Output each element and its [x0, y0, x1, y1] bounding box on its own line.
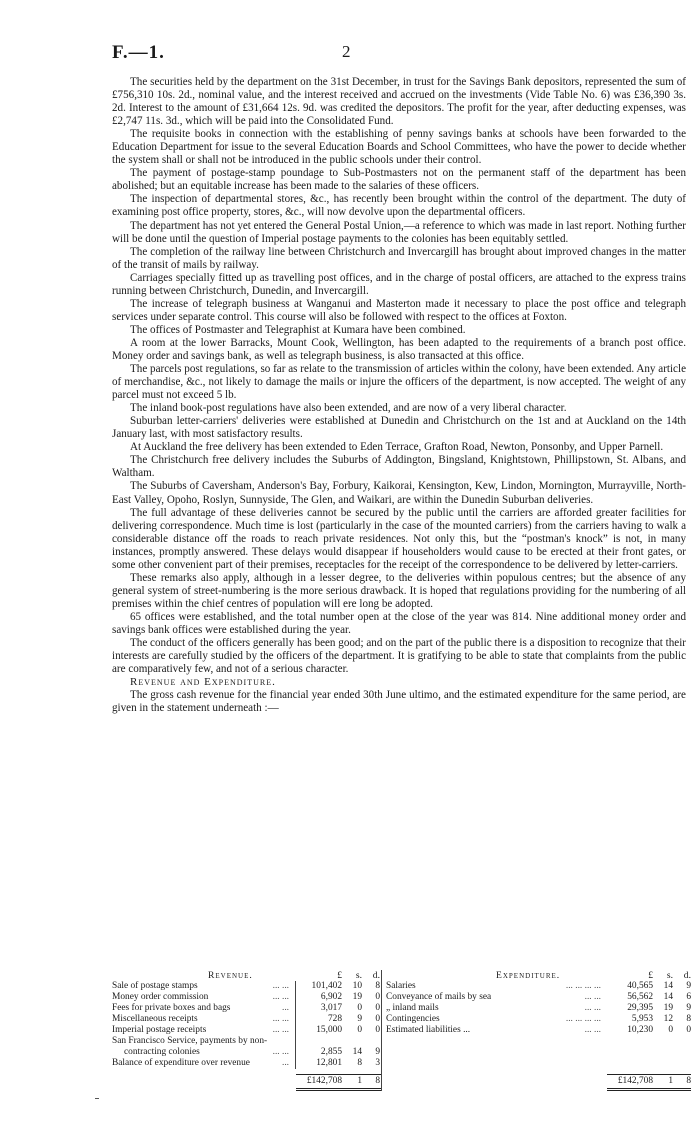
leader-dots: ... ... — [272, 1047, 289, 1057]
expenditure-row-amount — [607, 992, 691, 1003]
revenue-table — [112, 970, 382, 1091]
revenue-row — [112, 1003, 382, 1014]
shillings: 8 — [357, 1058, 362, 1068]
leader-dots: ... ... — [584, 1003, 601, 1013]
pence: 0 — [375, 992, 380, 1002]
paragraph: At Auckland the free delivery has been extended to Eden Terrace, Grafton Road, Newton, Ponsonby, and Upper Parnell. — [130, 441, 664, 454]
shillings: 19 — [663, 1003, 673, 1013]
pounds: 5,953 — [631, 1014, 653, 1024]
shillings: 0 — [357, 1003, 362, 1013]
unit-shillings: s. — [355, 970, 362, 981]
pence: 8 — [375, 981, 380, 991]
paragraph: The inland book-post regulations have also been extended, and are now of a very liberal character. — [130, 402, 567, 415]
paragraph: A room at the lower Barracks, Mount Cook, Wellington, has been adapted to the requirements of a branch post office. Money order and savings bank, as well as telegraph business, is also transacted at this office. — [112, 336, 686, 362]
pence: 8 — [686, 1014, 691, 1024]
expenditure-row — [386, 1014, 691, 1025]
pounds: 56,562 — [627, 992, 653, 1002]
pence: 0 — [375, 1025, 380, 1035]
pounds: 15,000 — [316, 1025, 342, 1035]
leader-dots: ... ... — [584, 1025, 601, 1035]
revenue-rows — [112, 981, 382, 1069]
leader-dots: ... ... — [272, 981, 289, 991]
expenditure-row-label: Contingencies — [386, 1014, 440, 1024]
revenue-row — [112, 1058, 382, 1069]
expenditure-row — [386, 1003, 691, 1014]
pounds: 2,855 — [320, 1047, 342, 1057]
paragraph: The offices of Postmaster and Telegraphist at Kumara have been combined. — [130, 323, 466, 336]
section-intro: The gross cash revenue for the financial year ended 30th June ultimo, and the estimated expenditure for the same period, are given in the statement underneath :— — [112, 689, 686, 715]
paragraph: The conduct of the officers generally has been good; and on the part of the public there is a disposition to recognize that their interests are carefully studied by the officers of the department. It is gratifying to be able to state that complaints from the public are comparatively few, and not of a serious character. — [112, 637, 686, 676]
expenditure-total — [386, 1074, 691, 1091]
pounds: 29,395 — [627, 1003, 653, 1013]
expenditure-rows — [386, 981, 691, 1036]
pounds: 12,801 — [316, 1058, 342, 1068]
section-heading: Revenue and Expenditure. — [130, 676, 276, 689]
paragraph: Carriages specially fitted up as travelling post offices, and in the charge of postal officers, are attached to the express trains running between Christchurch, Dunedin, and Invercargill. — [112, 271, 686, 297]
revenue-row-amount — [295, 1036, 382, 1047]
paragraph: The completion of the railway line between Christchurch and Invercargill has brought about improved changes in the matter of the transit of mails by railway. — [112, 245, 686, 271]
leader-dots: ... — [281, 1058, 289, 1068]
unit-pounds: £ — [337, 970, 342, 981]
expenditure-row — [386, 992, 691, 1003]
revenue-row — [112, 992, 382, 1003]
expenditure-row-label: Conveyance of mails by sea — [386, 992, 492, 1002]
pounds: 728 — [327, 1014, 342, 1024]
total-pounds: £142,708 — [306, 1076, 342, 1086]
paragraph: These remarks also apply, although in a lesser degree, to the deliveries within populous centres; but the absence of any general system of street-numbering is the more serious drawback. It is hoped that regulations providing for the numbering of all premises within the chief centres of population will ere long be adopted. — [112, 571, 686, 610]
expenditure-row — [386, 1025, 691, 1036]
revenue-title: Revenue. — [208, 970, 253, 981]
pence: 0 — [686, 1025, 691, 1035]
unit-pence: d. — [372, 970, 380, 981]
revenue-total-amount — [296, 1074, 382, 1091]
revenue-row-label: Money order commission — [112, 992, 209, 1002]
expenditure-header — [386, 970, 691, 981]
pounds: 10,230 — [627, 1025, 653, 1035]
leader-dots: ... ... — [272, 992, 289, 1002]
leader-dots: ... ... ... ... — [565, 1014, 601, 1024]
revenue-row-label: Miscellaneous receipts — [112, 1014, 198, 1024]
expenditure-row-amount — [607, 1014, 691, 1025]
revenue-row — [112, 1014, 382, 1025]
revenue-row-amount — [295, 1025, 382, 1036]
paragraph: The requisite books in connection with the establishing of penny savings banks at schools have been forwarded to the Education Department for issue to the several Education Boards and School Committees, who have the power to decide whether the system shall or shall not be introduced in the public schools under their control. — [112, 128, 686, 167]
shillings: 14 — [352, 1047, 362, 1057]
paragraph: The department has not yet entered the General Postal Union,—a reference to which was made in last report. Nothing further will be done until the question of Imperial postage payments to the colonies has been equitably settled. — [112, 219, 686, 245]
page-number: 2 — [342, 42, 351, 61]
paragraph: The full advantage of these deliveries cannot be secured by the public until the carriers are afforded greater facilities for delivering correspondence. Much time is lost (particularly in the case of the mounted carriers) from the carriers having to walk a considerable distance off the roads to reach private residences. Not only this, but the “postman's knock” is not, in many instances, promptly answered. These delays would disappear if householders would cause to be erected at their front gates, or some other convenient part of their premises, receptacles for the receipt of the correspondence to be delivered by letter-carriers. — [112, 506, 686, 571]
body-text — [112, 76, 686, 715]
shillings: 19 — [352, 992, 362, 1002]
paragraph: The increase of telegraph business at Wanganui and Masterton made it necessary to place the post office and telegraph services under separate control. This course will also be followed with respect to the offices at Foxton. — [112, 297, 686, 323]
expenditure-title: Expenditure. — [496, 970, 561, 981]
revenue-row-amount — [295, 1003, 382, 1014]
leader-dots: ... ... ... ... — [565, 981, 601, 991]
revenue-row-amount — [295, 1058, 382, 1069]
shillings — [342, 1036, 362, 1047]
revenue-row — [112, 1047, 382, 1058]
paragraph: The payment of postage-stamp poundage to Sub-Postmasters not on the permanent staff of the department has been abolished; but an equitable increase has been made to the salaries of these officers. — [112, 167, 686, 193]
pence: 3 — [375, 1058, 380, 1068]
paragraph: The inspection of departmental stores, &c., has recently been brought within the control of the department. The duty of examining post office property, stores, &c., will now devolve upon the departmental officers. — [112, 193, 686, 219]
revenue-row-label: San Francisco Service, payments by non- — [112, 1036, 268, 1046]
revenue-row-label: Fees for private boxes and bags — [112, 1003, 231, 1013]
expenditure-row-label: „ inland mails — [386, 1003, 439, 1013]
shillings: 12 — [663, 1014, 673, 1024]
shillings: 0 — [357, 1025, 362, 1035]
paragraph: 65 offices were established, and the total number open at the close of the year was 814. Nine additional money order and savings bank offices were established during the year. — [112, 610, 686, 636]
leader-dots: ... — [281, 1003, 289, 1013]
revenue-row-label: Balance of expenditure over revenue — [112, 1058, 250, 1068]
page-mark — [95, 1098, 99, 1099]
unit-pence: d. — [683, 970, 691, 981]
total-shillings: 1 — [668, 1076, 673, 1086]
pence: 9 — [686, 981, 691, 991]
revenue-row — [112, 1036, 382, 1047]
revenue-row-label: Sale of postage stamps — [112, 981, 198, 991]
unit-headers — [607, 970, 691, 981]
leader-dots: ... ... — [272, 1014, 289, 1024]
revenue-row — [112, 1025, 382, 1036]
revenue-header — [112, 970, 382, 981]
pence: 0 — [375, 1003, 380, 1013]
unit-headers — [296, 970, 382, 981]
expenditure-total-amount — [607, 1074, 691, 1091]
paragraph: The Christchurch free delivery includes the Suburbs of Addington, Bingsland, Knightstown, Phillipstown, St. Albans, and Waltham. — [112, 454, 686, 480]
paragraph: The securities held by the department on the 31st December, in trust for the Savings Bank depositors, represented the sum of £756,310 10s. 2d., nominal value, and the interest received and accrued on the investments (Vide Table No. 6) was £36,390 3s. 2d. Interest to the amount of £31,664 12s. 9d. was credited the depositors. The profit for the year, after deducting expenses, was £2,747 11s. 3d., which will be paid into the Consolidated Fund. — [112, 76, 686, 128]
paragraph: The Suburbs of Caversham, Anderson's Bay, Forbury, Kaikorai, Kensington, Kew, Lindon, Mornington, Murrayville, North-East Valley, Opoho, Roslyn, Sunnyside, The Glen, and Waikari, are within the Dunedin Suburban deliveries. — [112, 480, 686, 506]
pounds — [298, 1036, 342, 1047]
leader-dots: ... ... — [272, 1025, 289, 1035]
pence: 9 — [375, 1047, 380, 1057]
paragraph: Suburban letter-carriers' deliveries were established at Dunedin and Christchurch on the 1st and at Auckland on the 14th January last, with most satisfactory results. — [112, 415, 686, 441]
expenditure-row-label: Salaries — [386, 981, 416, 991]
revenue-row — [112, 981, 382, 992]
revenue-total — [112, 1074, 382, 1091]
pounds: 6,902 — [320, 992, 342, 1002]
leader-dots: ... ... — [584, 992, 601, 1002]
expenditure-row-amount — [607, 981, 691, 992]
pence: 0 — [375, 1014, 380, 1024]
paragraph: The parcels post regulations, so far as relate to the transmission of articles within the colony, have been extended. Any article of merchandise, &c., not likely to damage the mails or injure the officers of the department, is now accepted. The weight of any parcel must not exceed 5 lb. — [112, 363, 686, 402]
expenditure-row-label: Estimated liabilities ... — [386, 1025, 471, 1035]
expenditure-row-amount — [607, 1003, 691, 1014]
revenue-row-amount — [295, 1047, 382, 1058]
shillings: 14 — [663, 981, 673, 991]
pounds: 101,402 — [311, 981, 342, 991]
unit-shillings: s. — [666, 970, 673, 981]
unit-pounds: £ — [648, 970, 653, 981]
pounds: 3,017 — [320, 1003, 342, 1013]
pence — [362, 1036, 380, 1047]
pounds: 40,565 — [627, 981, 653, 991]
total-pence: 8 — [375, 1076, 380, 1086]
revenue-row-amount — [295, 1014, 382, 1025]
shillings: 14 — [663, 992, 673, 1002]
expenditure-table — [381, 970, 691, 1091]
shillings: 10 — [352, 981, 362, 991]
total-pence: 8 — [686, 1076, 691, 1086]
shillings: 9 — [357, 1014, 362, 1024]
total-shillings: 1 — [357, 1076, 362, 1086]
pence: 6 — [686, 992, 691, 1002]
revenue-row-label: Imperial postage receipts — [112, 1025, 207, 1035]
revenue-row-amount — [295, 981, 382, 992]
expenditure-row — [386, 981, 691, 992]
expenditure-row-amount — [607, 1025, 691, 1036]
revenue-row-amount — [295, 992, 382, 1003]
total-pounds: £142,708 — [617, 1076, 653, 1086]
pence: 9 — [686, 1003, 691, 1013]
revenue-row-label: contracting colonies — [124, 1047, 200, 1057]
page-code: F.—1. — [112, 42, 165, 63]
shillings: 0 — [668, 1025, 673, 1035]
